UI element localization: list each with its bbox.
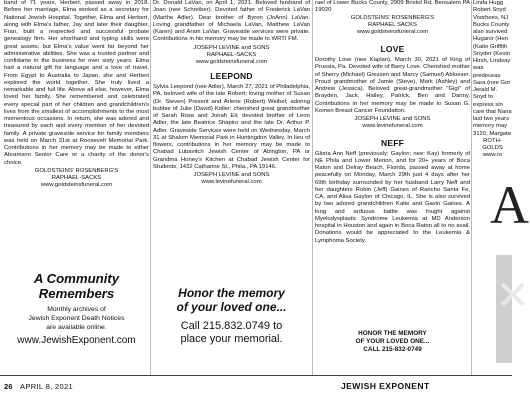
funeral-home-name: JOSEPH LEVINE and SONS xyxy=(354,116,431,123)
column-divider xyxy=(312,0,313,375)
promo-phone: CALL 215-832-0749 xyxy=(363,346,422,353)
honor-memory-promo-small xyxy=(315,330,470,354)
funeral-home-name: JOSEPH LEVINE and SONS xyxy=(193,44,270,51)
funeral-home-name: RAPHAEL-SACKS xyxy=(51,174,102,181)
obituary-heading-neff: NEFF xyxy=(381,137,404,148)
promo-line: Monthly archives of xyxy=(47,306,106,313)
promo-subtitle xyxy=(4,305,149,332)
obituary-text: Dorothy Love (nee Kaplan), March 30, 2021 of King of Prussia, Pa. Devoted wife of Barry Love. Cherished mother of Sherry (Michael) Gressen and Marcy (Samuel) Abloeser. Proud grandmother of Jamie (Steve), Mark (Ashley) and Andrew (Jessica). Beloved great-grandmother "Gigi" of Brayden, Jack, Hailey, Patrick, Ben and Danny. Contributions in her memory may be made to Susan G. Komen Breast Cancer Foundation. xyxy=(315,57,470,114)
publication-name: JEWISH EXPONENT xyxy=(341,381,430,391)
obituary-text: band of 71 years, Herbert, passed away in 2018. Before her marriage, Elma worked as a secretary for National Jewish Hospital. Together, Elma and Herbert, along with Elma's father, Jay and later their daughter, Fran, built a respected and successful probate genealogy firm. Her shorthand and typing skills were great assets, but Elma's value went far beyond her administrative abilities. She was a trusted partner and confidante in the business for over sixty years. Elma had a natural gift for language and a love of travel. From Egypt to Australia to Japan, she and Herbert explored the world together. She truly lived a remarkable and full life. Above all else, however, Elma loved her family. She remembered and celebrated every special part of her children and grandchildren's lives from the smallest of accomplishments to the most momentous occasions. In return, she was adored and treasured by each and every member of her devoted family. A private graveside service for family members was held on March 31st at Roosevelt Memorial Park. Contributions in her memory may be made to either Abramson Senior Care or a charity of the donor's choice. xyxy=(4,0,149,166)
funeral-home-name: JOSEPH LEVINE and SONS xyxy=(193,172,270,179)
community-remembers-promo xyxy=(4,271,149,346)
funeral-home-website: www.goldsteinsfuneral.com xyxy=(195,58,268,65)
promo-line: are available online. xyxy=(46,324,107,331)
obituary-text: rael of Lower Bucks County, 2909 Bristol Rd, Bensalem PA 19020 xyxy=(315,0,470,14)
funeral-home-name: ROTH-GOLDS xyxy=(482,137,503,151)
funeral-home-website: www.goldsteinsfuneral.com xyxy=(40,182,113,189)
obituary-text: Dr. Donald LaVan, on April 1, 2021. Beloved husband of Joan (nee Schreiber). Devoted father of Frederick LaVan (Marthe Adler). Dear brother of Byron (JoAnn) LaVan. Loving grandfather of Michaela LaVan, Matthew LaVan (Karen) and Aram LaVan. Graveside services were private. Contributions in his memory may be made to WRTI FM. xyxy=(153,0,310,43)
promo-line: Call 215.832.0749 to xyxy=(180,320,283,332)
obituary-heading-leepond: LEEPOND xyxy=(210,71,253,82)
obituary-column-2 xyxy=(153,0,310,187)
obituary-column-1 xyxy=(4,0,149,189)
partial-ad-letter: A xyxy=(490,175,529,235)
promo-title: Remembers xyxy=(38,286,115,301)
issue-date: APRIL 8, 2021 xyxy=(20,382,74,391)
page-footer xyxy=(0,375,512,419)
obituary-heading-love: LOVE xyxy=(380,44,405,55)
partial-ad-graphic: ✕ xyxy=(496,255,512,363)
promo-line: Jewish Exponent Death Notices xyxy=(28,315,125,322)
page-number: 26 xyxy=(4,382,13,391)
funeral-home-website: www.ro xyxy=(482,152,503,159)
obituary-text: Sylvia Leepond (nee Adler), March 27, 2021 of Philadelphia, PA, beloved wife of the late Robert; loving mother of Susan (Dr. Steven) Present and Arlene (Robert) Weibel; adoring bubbie of Julie (David) Koller; cherished great grandmother of Sarah Rose and Jonah Eli; devoted brother of Leon Adler, the late Beatrice Shapiro and the late Dr. Arthur P. Adler. Graveside Services were held on Wednesday, March 31 at Shalom Memorial Park in Huntingdon Valley. In lieu of flowers, contributions in her memory may be made to Chabad Lubavitch Jewish Center of Abington, PA or Grandma Honey's Kitchen at Chabad Jewish Center for Students, 1432 Catharine St., Phila., PA 19146. xyxy=(153,84,310,170)
column-divider xyxy=(471,0,472,375)
promo-line: OF YOUR LOVED ONE... xyxy=(355,338,430,345)
honor-memory-promo xyxy=(153,286,310,346)
promo-line: place your memorial. xyxy=(180,333,283,345)
obituary-text: Gloria Ann Neff (previously: Gaylon; nee: Kay) formerly of NE Phila and Lower Merion, and for 20+ years of Boca Raton and Delray Beach, Florida, passed away at home peacefully on Monday, March 29th just 4 days after her 69th birthday surrounded by her husband Larry Neff and her daughters Robin (Jeff) Gaines of Rancho Santa Fe, CA, and Alisa Gaylon of Chicago, IL. She is also survived by two adored grandchildren Katie and Gavin Gaines. A long and arduous battle was fought against Myelodysplastic Syndrome Leukemia at MD Anderson hospital in Houston and again in Boca Raton all to no avail. Donations would be appreciated to the Leukemia & Lymphoma Society. xyxy=(315,150,470,244)
promo-call xyxy=(153,320,310,346)
obituary-column-3 xyxy=(315,0,470,245)
column-divider xyxy=(150,0,151,375)
funeral-home-name: RAPHAEL SACKS xyxy=(368,21,417,28)
funeral-home-website: www.goldsteinsfuneral.com xyxy=(356,28,429,35)
promo-title: Honor the memory xyxy=(178,286,285,300)
funeral-home-name: RAPHAEL-SACKS xyxy=(206,51,257,58)
funeral-home-name: GOLDSTEINS' ROSENBERG'S xyxy=(34,167,119,174)
promo-title: A Community xyxy=(33,271,120,286)
obituary-text: Linda Hugg Robert Snyd Voorhees, NJ Bucks County also survived Huganir (Hen (Katie Griffith Snyder (Kevin Hirsh, Lindsay was predeceas Sara (nee Gor Jerald M. Snyd to express sin care that Nana last two years memory may 3120, Margate xyxy=(473,0,512,137)
promo-title: of your loved one... xyxy=(176,300,287,314)
promo-url: www.JewishExponent.com xyxy=(17,335,136,346)
funeral-home-website: www.levinefuneral.com xyxy=(201,179,262,186)
funeral-home-website: www.levinefuneral.com xyxy=(362,123,423,130)
obituary-column-4 xyxy=(473,0,512,159)
funeral-home-name: GOLDSTEINS' ROSENBERG'S xyxy=(350,14,435,21)
promo-line: HONOR THE MEMORY xyxy=(358,330,427,337)
